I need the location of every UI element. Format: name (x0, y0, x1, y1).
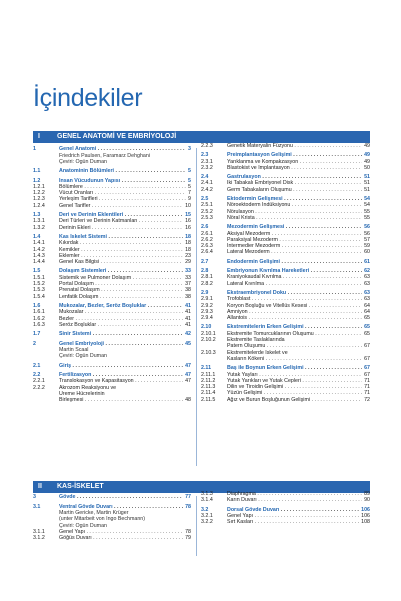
toc-entry-number: 1.3.2 (33, 224, 45, 231)
toc-entry-number: 1.4.4 (33, 259, 45, 266)
toc-subsection (201, 315, 370, 321)
toc-page-number: 38 (185, 293, 191, 300)
toc-page-number: 56 (364, 230, 370, 237)
toc-entry-number: 3.1.2 (33, 535, 45, 542)
toc-subsection (33, 259, 191, 265)
toc-entry-number: 2.5 (201, 196, 209, 203)
toc-page-number: 78 (185, 528, 191, 535)
toc-entry-number: 2.2 (33, 371, 41, 378)
toc-page-number: 65 (364, 330, 370, 337)
toc-page-number: 65 (364, 324, 370, 331)
toc-entry-number: 2.5.3 (201, 214, 213, 221)
toc-page-number: 9 (188, 196, 191, 203)
toc-page-number: 41 (185, 321, 191, 328)
toc-section (33, 504, 191, 510)
toc-entry-number: 2.11.2 (201, 377, 216, 384)
toc-entry-title: Koryon Boşluğu ve Vitellüs Kesesi . . . (227, 303, 362, 309)
toc-page-number: 71 (364, 390, 370, 397)
toc-entry-number: 2.2.3 (201, 143, 213, 149)
toc-entry-title: Ekstraembriyonel Doku . . . (227, 290, 362, 296)
toc-entry-number: 3.2 (201, 506, 209, 513)
toc-entry-title: Vücut Oranları . . . (59, 190, 186, 196)
toc-subsection (33, 322, 191, 328)
toc-page-number: 3 (188, 146, 191, 153)
toc-column-left (33, 491, 191, 541)
toc-column-right (201, 491, 370, 525)
toc-entry-title: Karın Duvarı . . . (227, 497, 362, 503)
toc-page-number: 55 (364, 208, 370, 215)
toc-subsection (33, 294, 191, 300)
toc-entry-title: Baş ile Boynun Erken Gelişimi . . . (227, 365, 362, 371)
toc-page-number: 49 (364, 152, 370, 159)
toc-page-number: 47 (185, 378, 191, 385)
toc-entry-title: Kasların Kökeni . . . (227, 356, 362, 362)
toc-entry-number: 2.6.2 (201, 236, 213, 243)
toc-section (201, 259, 370, 265)
toc-entry-number: 2.1 (33, 362, 41, 369)
toc-page-number: 16 (185, 224, 191, 231)
toc-subsection (201, 143, 370, 149)
toc-entry-number: 2.9.4 (201, 315, 213, 322)
toc-page-number: 90 (364, 497, 370, 504)
toc-entry-number: 2.10.1 (201, 330, 216, 337)
toc-page-number: 61 (364, 258, 370, 265)
toc-subsection (33, 225, 191, 231)
toc-entry-number: 1.4.1 (33, 240, 45, 247)
toc-entry-title: Bezler . . . (59, 316, 183, 322)
toc-entry-number: 1.6 (33, 302, 41, 309)
toc-page-number: 106 (361, 506, 370, 513)
toc-entry-number: 3.1.3 (201, 491, 213, 497)
toc-page-number: 72 (364, 396, 370, 403)
toc-entry-number: 2.11.5 (201, 396, 216, 403)
toc-page-number: 7 (188, 190, 191, 197)
toc-entry-number: 2.4.2 (201, 186, 213, 193)
toc-entry-title: Lateral Kıvrılma . . . (227, 281, 362, 287)
toc-entry-title: Aksiyal Mezoderm . . . (227, 231, 362, 237)
toc-entry-title: İnsan Vücudunun Yapısı . . . (59, 178, 186, 184)
toc-entry-number: 2.7 (201, 258, 209, 265)
toc-entry-number: 2.8 (201, 268, 209, 275)
toc-entry-title: Dilin ve Tiroidin Gelişimi . . . (227, 384, 362, 390)
toc-entry-number: 2.2.1 (33, 378, 45, 385)
part-title: KAS-İSKELET (57, 483, 104, 490)
toc-page-number: 41 (185, 309, 191, 316)
toc-chapter (33, 146, 191, 152)
toc-page-number: 63 (364, 274, 370, 281)
toc-entry-title: Lenfatik Dolaşım . . . (59, 294, 183, 300)
toc-entry-number: 2.2.2 (33, 384, 45, 391)
toc-page-number: 5 (188, 168, 191, 175)
toc-entry-title: Ektodermin Gelişmesi . . . (227, 196, 362, 202)
toc-author-line: Martin Gericke, Martin Krüger (59, 509, 129, 516)
toc-entry-title: Ağız ve Burun Boşluğunun Gelişimi . . . (227, 397, 362, 403)
toc-entry-number: 1.2 (33, 177, 41, 184)
toc-entry-number: 2.10.3 (201, 349, 216, 356)
toc-page-number: 55 (364, 214, 370, 221)
toc-entry-title: Deri Türleri ve Derinin Katmanları . . . (59, 218, 183, 224)
toc-page-number: 33 (185, 268, 191, 275)
toc-subsection (201, 519, 370, 525)
toc-page-number: 71 (364, 384, 370, 391)
toc-entry-number: 3.1 (33, 503, 41, 510)
column-divider (196, 148, 197, 466)
toc-entry-number: 2.8.2 (201, 280, 213, 287)
toc-entry-number: 1.4.3 (33, 252, 45, 259)
toc-entry-title: Yutak Yayları . . . (227, 372, 362, 378)
toc-page-number: 5 (188, 177, 191, 184)
toc-entry-title: Üreme Hücrelerinin (59, 390, 105, 397)
toc-entry-number: 1 (33, 146, 36, 153)
toc-entry-title: Sinir Sistemi . . . (59, 331, 183, 337)
toc-entry-title: Kıkırdak . . . (59, 240, 183, 246)
toc-page-number: 49 (364, 158, 370, 165)
toc-subsection (201, 187, 370, 193)
toc-page-number: 71 (364, 377, 370, 384)
toc-entry-title: Genel Tarifler . . . (59, 203, 183, 209)
toc-entry-number: 1.2.3 (33, 196, 45, 203)
toc-entry-title: Yerleşim Tarifleri . . . (59, 196, 186, 202)
toc-entry-title: Lateral Mezoderm . . . (227, 249, 362, 255)
toc-entry-title: Genel Embriyoloji . . . (59, 341, 183, 347)
toc-chapter (33, 341, 191, 347)
toc-entry-number: 1.4.2 (33, 246, 45, 253)
toc-entry-number: 2.5.2 (201, 208, 213, 215)
toc-entry-title: Genel Anatomi . . . (59, 146, 186, 152)
toc-page-number: 23 (185, 252, 191, 259)
toc-entry-title: Bölümlere . . . (59, 184, 186, 190)
toc-entry-title: Trofoblast . . . (227, 296, 362, 302)
toc-entry-title: Dorsal Gövde Duvarı . . . (227, 507, 359, 513)
toc-entry-title: Gövde . . . (59, 494, 183, 500)
toc-entry-number: 2.8.1 (201, 274, 213, 281)
toc-entry-number: 1.2.2 (33, 190, 45, 197)
toc-entry-number: 1.1 (33, 168, 41, 175)
toc-entry-title: Ekstremitelerde İskelet ve (227, 349, 288, 356)
toc-page-number: 63 (364, 289, 370, 296)
toc-entry-title: Gastrulasyon . . . (227, 174, 362, 180)
toc-entry-number: 2.9 (201, 289, 209, 296)
toc-page-number: 41 (185, 302, 191, 309)
toc-entry-title: Göğüs Duvarı . . . (59, 535, 183, 541)
toc-chapter (33, 494, 191, 500)
toc-page-number: 64 (364, 302, 370, 309)
toc-page-number: 67 (364, 371, 370, 378)
toc-entry-title: Patern Oluşumu . . . (227, 343, 362, 349)
toc-entry-number: 1.2.1 (33, 183, 45, 190)
column-divider (196, 496, 197, 556)
toc-entry-number: 1.3 (33, 212, 41, 219)
toc-entry-title: Endodermin Gelişimi . . . (227, 259, 362, 265)
toc-entry-title: Genetik Materyalin Füzyonu . . . (227, 143, 362, 149)
toc-author-line: Çeviri: Ogün Duman (59, 353, 107, 360)
toc-entry-number: 2.3 (201, 152, 209, 159)
toc-entry-title: Fertilizasyon . . . (59, 372, 183, 378)
toc-entry-number: 2.3.2 (201, 164, 213, 171)
toc-entry-title: Portal Dolaşım . . . (59, 281, 183, 287)
toc-entry-title: Ekstremite Taslaklarında (227, 337, 285, 344)
toc-page-number: 65 (364, 315, 370, 322)
toc-entry-title: Kraniyokaudal Kıvrılma . . . (227, 274, 362, 280)
toc-page-number: 51 (364, 186, 370, 193)
toc-subsection (33, 535, 191, 541)
toc-entry-title: Prenatal Dolaşım . . . (59, 287, 183, 293)
toc-entry-number: 3.2.1 (201, 512, 213, 519)
toc-entry-title: Preimplantasyon Gelişimi . . . (227, 152, 362, 158)
toc-page-number: 59 (364, 243, 370, 250)
toc-page-number: 18 (185, 233, 191, 240)
toc-page-number: 63 (364, 280, 370, 287)
toc-page-number: 33 (185, 274, 191, 281)
toc-page-number: 51 (364, 180, 370, 187)
toc-entry-number: 1.6.1 (33, 309, 45, 316)
toc-entry-number: 2.5.1 (201, 202, 213, 209)
toc-entry (33, 397, 191, 403)
toc-entry-number: 1.5 (33, 268, 41, 275)
toc-entry-number: 2 (33, 340, 36, 347)
toc-entry-title: Genel Kas Bilgisi . . . (59, 259, 183, 265)
toc-entry-title: Seröz Boşluklar . . . (59, 322, 183, 328)
toc-page-number: 79 (185, 535, 191, 542)
toc-entry-title: Nöroektoderm İndüksiyonu . . . (227, 202, 362, 208)
toc-entry-number: 1.3.1 (33, 218, 45, 225)
toc-subsection (201, 165, 370, 171)
toc-column-right (201, 143, 370, 403)
toc-entry-title: Embriyonun Kıvrılma Hareketleri . . . (227, 268, 362, 274)
toc-entry-number: 3.1.4 (201, 497, 213, 504)
toc-entry-title: Deri ve Derinin Eklentileri . . . (59, 212, 183, 218)
toc-section (33, 168, 191, 174)
toc-page-number: 106 (361, 512, 370, 519)
toc-entry-number: 2.9.1 (201, 296, 213, 303)
toc-entry-title: Birleşmesi . . . (59, 397, 183, 403)
toc-author-line: Friedrich Paulsen, Faramarz Dehghani (59, 152, 150, 159)
toc-entry-title: Nörulasyon . . . (227, 209, 362, 215)
toc-entry-number: 1.2.4 (33, 202, 45, 209)
toc-page-number: 49 (364, 143, 370, 149)
toc-entry-title: Eklemler . . . (59, 253, 183, 259)
toc-entry-number: 3 (33, 494, 36, 501)
toc-entry-title: Dolaşım Sistemleri . . . (59, 268, 183, 274)
toc-author-line: (unter Mitarbeit von Ingo Bechmann) (59, 516, 145, 523)
toc-page-number: 29 (185, 259, 191, 266)
toc-entry-title: Yarıklanma ve Kompakzasyon . . . (227, 159, 362, 165)
toc-entry-title: Amniyon . . . (227, 309, 362, 315)
toc-entry-title: Kemikler . . . (59, 247, 183, 253)
toc-entry-title: Diaphragma . . . (227, 491, 362, 497)
toc-page-number: 18 (185, 246, 191, 253)
toc-page-number: 54 (364, 196, 370, 203)
toc-page-number: 5 (188, 183, 191, 190)
toc-entry-number: 2.10.2 (201, 337, 216, 344)
toc-page-number: 45 (185, 340, 191, 347)
toc-entry-title: Akrozom Reaksiyonu ve (59, 384, 117, 391)
toc-page-number: 67 (364, 343, 370, 350)
toc-entry-title: Ventral Gövde Duvarı . . . (59, 504, 183, 510)
toc-entry-title: Intermedier Mezoderm . . . (227, 243, 362, 249)
toc-entry-title: Anatominin Bölümleri . . . (59, 168, 186, 174)
toc-entry-title: Mukozalar . . . (59, 309, 183, 315)
toc-page-number: 50 (364, 164, 370, 171)
toc-entry-title: Sırt Kasları . . . (227, 519, 359, 525)
toc-section (33, 363, 191, 369)
part-header (33, 131, 370, 143)
toc-page-number: 62 (364, 268, 370, 275)
toc-entry-title: Genel Yapı . . . (227, 513, 359, 519)
toc-page-number: 10 (185, 202, 191, 209)
toc-subsection (201, 249, 370, 255)
toc-entry-number: 1.5.3 (33, 287, 45, 294)
toc-entry-number: 2.11.3 (201, 384, 216, 391)
toc-entry-number: 1.6.2 (33, 315, 45, 322)
toc-subsection (33, 203, 191, 209)
toc-entry-title: Genel Yapı . . . (59, 529, 183, 535)
toc-page-number: 15 (185, 212, 191, 219)
toc-page-number: 64 (364, 308, 370, 315)
toc-column-left (33, 143, 191, 403)
toc-page-number: 41 (185, 315, 191, 322)
toc-page-number: 51 (364, 174, 370, 181)
toc-entry-number: 2.10 (201, 324, 212, 331)
page-title: İçindekiler (33, 84, 143, 112)
toc-entry-title: Mukozalar, Bezler, Seröz Boşluklar . . . (59, 303, 183, 309)
toc-page-number: 67 (364, 365, 370, 372)
toc-entry-title: Sistemik ve Pulmoner Dolaşım . . . (59, 275, 183, 281)
toc-page-number: 77 (185, 494, 191, 501)
toc-entry-title: Blastokist ve İmplantasyon . . . (227, 165, 362, 171)
toc-entry-number: 1.5.2 (33, 281, 45, 288)
toc-entry-number: 2.6.4 (201, 249, 213, 256)
toc-entry-title: Ekstremite Tomurcuklarının Oluşumu . . . (227, 331, 362, 337)
toc-page-number: 108 (361, 519, 370, 526)
toc-entry-number: 2.11 (201, 365, 212, 372)
toc-entry-title: Ekstremitelerin Erken Gelişimi . . . (227, 324, 362, 330)
toc-entry-title: Giriş . . . (59, 363, 183, 369)
toc-entry-title: Translokasyon ve Kapasitasyon . . . (59, 378, 183, 384)
toc-page-number: 57 (364, 236, 370, 243)
toc-entry-number: 2.6 (201, 224, 209, 231)
toc-page-number: 16 (185, 218, 191, 225)
toc-entry-number: 2.6.3 (201, 243, 213, 250)
part-number: II (38, 483, 42, 490)
toc-entry-number: 2.4.1 (201, 180, 213, 187)
toc-entry-number: 2.3.1 (201, 158, 213, 165)
toc-page-number: 47 (185, 362, 191, 369)
toc-entry-number: 3.2.2 (201, 519, 213, 526)
toc-entry-title: Nöral Krista . . . (227, 215, 362, 221)
toc-page-number: 38 (185, 287, 191, 294)
toc-page-number: 47 (185, 371, 191, 378)
toc-entry-number: 1.4 (33, 233, 41, 240)
toc-subsection (201, 397, 370, 403)
toc-entry-title: Yutak Yarıkları ve Yutak Cepleri . . . (227, 378, 362, 384)
toc-page-number: 78 (185, 503, 191, 510)
toc-page-number: 60 (364, 249, 370, 256)
part-title: GENEL ANATOMİ VE EMBRİYOLOJİ (57, 133, 177, 140)
toc-subsection (201, 215, 370, 221)
toc-page-number: 89 (364, 491, 370, 497)
toc-author-line: Çeviri: Ogün Duman (59, 522, 107, 529)
toc-entry-number: 2.9.2 (201, 302, 213, 309)
toc-entry-number: 2.11.4 (201, 390, 216, 397)
toc-entry-title: Yüzün Gelişimi . . . (227, 390, 362, 396)
toc-page-number: 48 (185, 397, 191, 404)
toc-entry-title: Paraksiyal Mezoderm . . . (227, 237, 362, 243)
toc-page-number: 56 (364, 224, 370, 231)
toc-page-number: 54 (364, 202, 370, 209)
toc-author-line: Martin Scaal (59, 347, 89, 354)
toc-entry-number: 2.4 (201, 174, 209, 181)
toc-entry-number: 1.7 (33, 331, 41, 338)
toc-entry-title: Allantois . . . (227, 315, 362, 321)
toc-page-number: 63 (364, 296, 370, 303)
toc-entry-title: Kas İskelet Sistemi . . . (59, 234, 183, 240)
toc-page-number: 67 (364, 355, 370, 362)
toc-subsection (201, 281, 370, 287)
toc-author-line: Çeviri: Ogün Duman (59, 158, 107, 165)
toc-entry-number: 1.6.3 (33, 321, 45, 328)
toc-entry-number: 1.5.4 (33, 293, 45, 300)
toc-entry-title: Mezodermin Gelişmesi . . . (227, 224, 362, 230)
toc-entry-number: 3.1.1 (33, 528, 45, 535)
toc-entry-title: İki Tabakalı Embriyonel Disk . . . (227, 180, 362, 186)
toc-subsection (201, 497, 370, 503)
toc-entry-title: Derinin Ekleri . . . (59, 225, 183, 231)
toc-entry-number: 1.5.1 (33, 274, 45, 281)
toc-section (33, 331, 191, 337)
toc-entry-number: 2.6.1 (201, 230, 213, 237)
part-number: I (38, 133, 40, 140)
toc-page-number: 42 (185, 331, 191, 338)
toc-entry (201, 356, 370, 362)
toc-entry-title: Germ Tabakaların Oluşumu . . . (227, 187, 362, 193)
toc-entry-number: 2.11.1 (201, 371, 216, 378)
toc-entry-number: 2.9.3 (201, 308, 213, 315)
toc-page-number: 18 (185, 240, 191, 247)
toc-page-number: 37 (185, 281, 191, 288)
